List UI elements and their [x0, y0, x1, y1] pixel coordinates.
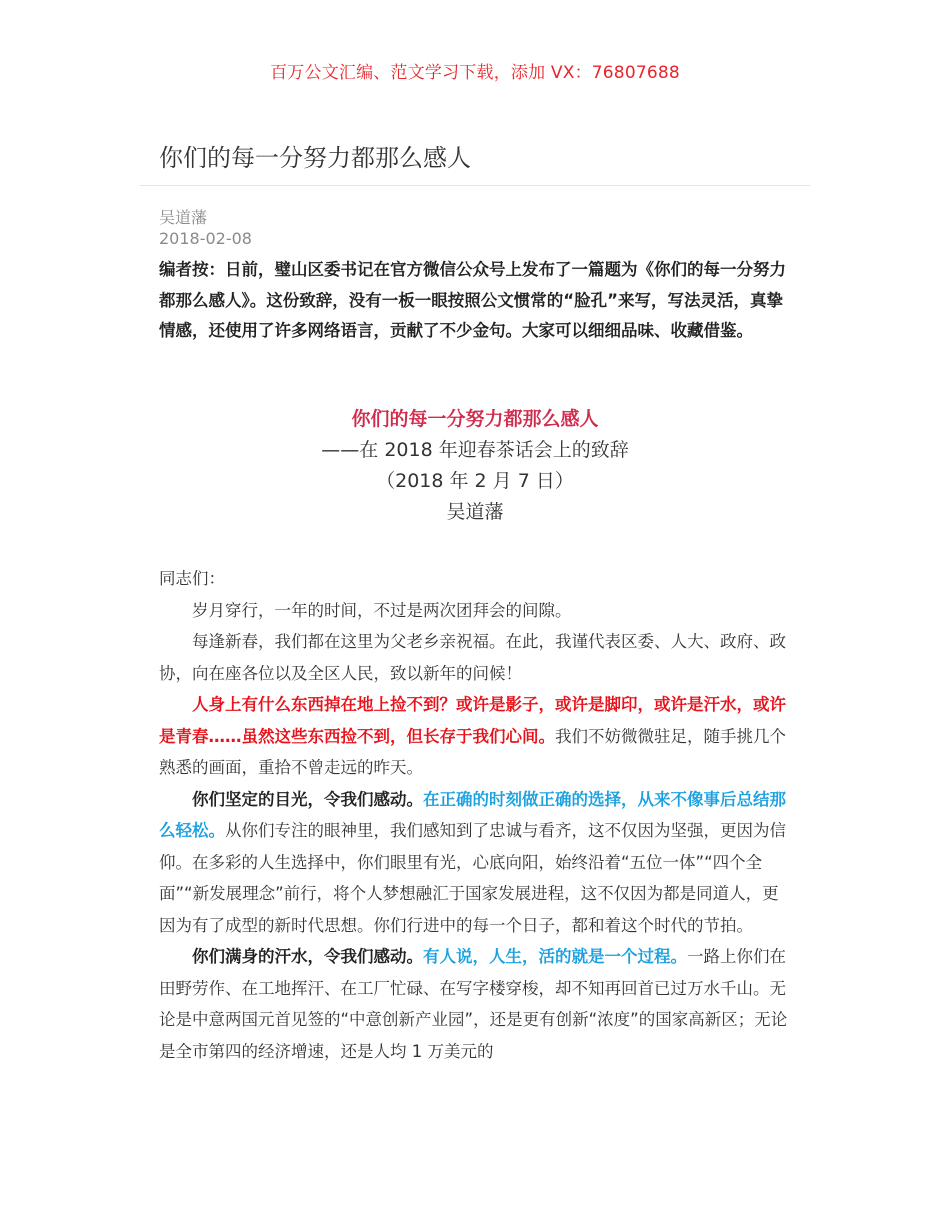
highlight-blue: 在正确的时刻做正确的选择，从来不像事后总结那么轻松。 [159, 789, 786, 840]
article-body [159, 563, 795, 1067]
editor-note: 编者按：日前，璧山区委书记在官方微信公众号上发布了一篇题为《你们的每一分努力都那么感人》。这份致辞，没有一板一眼按照公文惯常的“脸孔”来写，写法灵活，真挚情感，还使用了许多网络语言，贡献了不少金句。大家可以细细品味、收藏借鉴。 [159, 260, 786, 340]
article-author[interactable]: 吴道藩 [159, 208, 208, 227]
paragraph-text: 一路上你们在田野劳作、在工地挥汗、在工厂忙碌、在写字楼穿梭，却不知再回首已过万水千山。无论是中意两国元首见签的“中意创新产业园”，还是更有创新“浓度”的国家高新区；无论是全市第四的经济增速，还是人均 1 万美元的 [159, 947, 788, 1061]
speech-date: （2018 年 2 月 7 日） [376, 470, 574, 492]
title-divider [140, 185, 810, 186]
lead-sentence: 你们满身的汗水，令我们感动。 [192, 947, 423, 966]
speech-heading [0, 404, 950, 528]
paragraph-1: 岁月穿行，一年的时间，不过是两次团拜会的间隙。 [192, 600, 572, 620]
paragraph-text: 从你们专注的眼神里，我们感知到了忠诚与看齐，这不仅因为坚强，更因为信仰。在多彩的人生选择中，你们眼里有光，心底向阳，始终沿着“五位一体”“四个全面”“新发展理念”前行，将个人梦想融汇于国家发展进程，这不仅因为都是同道人，更因为有了成型的新时代思想。你们行进中的每一个日子，都和着这个时代的节拍。 [159, 821, 786, 935]
speech-subtitle: ——在 2018 年迎春茶话会上的致辞 [321, 439, 629, 461]
promo-banner: 百万公文汇编、范文学习下载，添加 VX：76807688 [270, 63, 680, 83]
paragraph-2: 每逢新春，我们都在这里为父老乡亲祝福。在此，我谨代表区委、人大、政府、政协，向在座各位以及全区人民，致以新年的问候！ [159, 632, 786, 683]
paragraph-3 [159, 689, 795, 784]
salutation: 同志们： [159, 569, 225, 588]
highlight-blue: 有人说，人生，活的就是一个过程。 [423, 947, 687, 966]
lead-sentence: 你们坚定的目光，令我们感动。 [192, 789, 423, 809]
article-date: 2018-02-08 [159, 229, 252, 248]
article-title: 你们的每一分努力都那么感人 [159, 144, 471, 172]
paragraph-5 [159, 941, 795, 1067]
paragraph-text: 我们不妨微微驻足，随手挑几个熟悉的画面，重拾不曾走远的昨天。 [159, 726, 786, 777]
speech-title: 你们的每一分努力都那么感人 [351, 408, 599, 430]
paragraph-4 [159, 784, 795, 942]
speech-author: 吴道藩 [446, 501, 504, 523]
highlight-red: 人身上有什么东西掉在地上捡不到？或许是影子，或许是脚印，或许是汗水，或许是青春……虽然这些东西捡不到，但长存于我们心间。 [159, 695, 786, 746]
